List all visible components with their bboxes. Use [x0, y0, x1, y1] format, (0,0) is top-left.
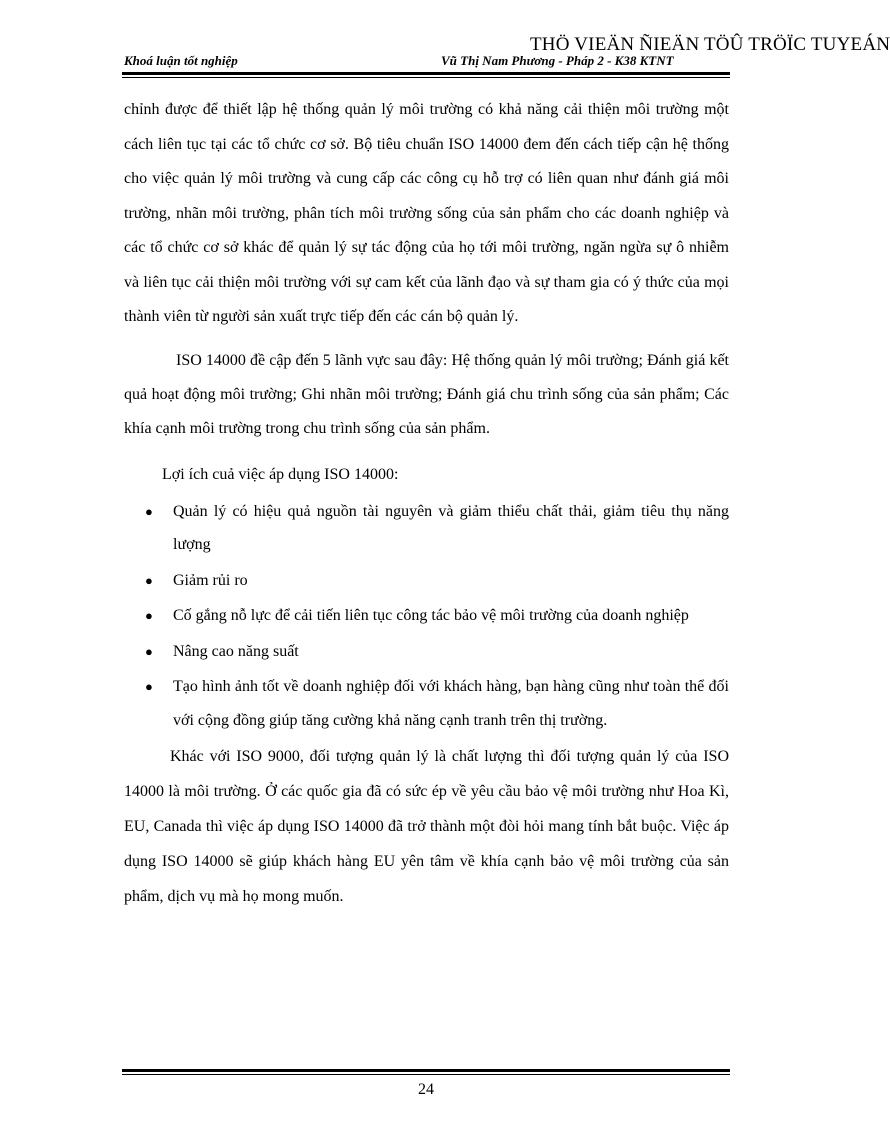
bullet-icon: ●	[145, 608, 153, 623]
list-item	[124, 670, 729, 737]
paragraph-iso-fields: ISO 14000 đề cập đến 5 lãnh vực sau đây: Hệ thống quản lý môi trường; Đánh giá kết quả hoạt động môi trường; Ghi nhãn môi trường; Đánh giá chu trình sống của sản phẩm; Các khía cạnh môi trường trong chu trình sống của sản phẩm.	[124, 351, 729, 437]
list-item	[124, 564, 729, 598]
footer-rule-thick	[122, 1069, 730, 1072]
paragraph-iso-intro: chỉnh được để thiết lập hệ thống quản lý môi trường có khả năng cải thiện môi trường một cách liên tục tại các tổ chức cơ sở. Bộ tiêu chuẩn ISO 14000 đem đến cách tiếp cận hệ thống cho việc quản lý môi trường và cung cấp các công cụ hỗ trợ có liên quan như đánh giá môi trường, nhãn môi trường, phân tích môi trường sống của sản phẩm cho các doanh nghiệp và các tổ chức cơ sở khác để quản lý sự tác động của họ tới môi trường, ngăn ngừa sự ô nhiễm và liên tục cải thiện môi trường với sự cam kết của lãnh đạo và sự tham gia có ý thức của mọi thành viên từ người sản xuất trực tiếp đến các cán bộ quản lý.	[124, 101, 729, 325]
footer-rule-thin	[122, 1074, 730, 1075]
list-item-text: Tạo hình ảnh tốt về doanh nghiệp đối với khách hàng, bạn hàng cũng như toàn thể đối với cộng đồng giúp tăng cường khả năng cạnh tranh trên thị trường.	[173, 678, 729, 729]
bullet-icon: ●	[145, 643, 153, 659]
header-thesis-label: Khoá luận tốt nghiệp	[124, 53, 238, 68]
header-author-info: Vũ Thị Nam Phương - Pháp 2 - K38 KTNT	[441, 53, 674, 68]
page-number: 24	[418, 1081, 434, 1098]
page-body	[124, 93, 729, 914]
list-item	[124, 599, 729, 633]
bullet-icon: ●	[145, 679, 153, 694]
bullet-icon: ●	[145, 572, 153, 588]
list-item-text: Giảm rủi ro	[173, 571, 248, 589]
paragraph-benefits-heading: Lợi ích cuả việc áp dụng ISO 14000:	[162, 465, 399, 483]
list-item-text: Quản lý có hiệu quả nguồn tài nguyên và giảm thiểu chất thải, giảm tiêu thụ năng lượng	[173, 502, 729, 553]
header-rule-thick	[122, 72, 730, 75]
list-item-text: Nâng cao năng suất	[173, 642, 299, 660]
bullet-icon: ●	[145, 503, 153, 519]
header-rule-thin	[122, 77, 730, 78]
paragraph-iso-comparison: Khác với ISO 9000, đối tượng quản lý là chất lượng thì đối tượng quản lý của ISO 14000 là môi trường. Ở các quốc gia đã có sức ép về yêu cầu bảo vệ môi trường như Hoa Kì, EU, Canada thì việc áp dụng ISO 14000 đã trở thành một đòi hỏi mang tính bắt buộc. Việc áp dụng ISO 14000 sẽ giúp khách hàng EU yên tâm về khía cạnh bảo vệ môi trường của sản phẩm, dịch vụ mà họ mong muốn.	[124, 748, 729, 905]
benefits-list	[124, 495, 729, 738]
watermark-text: THÖ VIEÄN ÑIEÄN TÖÛ TRÖÏC TUYEÁN	[530, 34, 890, 55]
list-item-text: Cố gắng nỗ lực để cải tiến liên tục công tác bảo vệ môi trường của doanh nghiệp	[173, 607, 689, 624]
list-item	[124, 635, 729, 669]
list-item	[124, 495, 729, 562]
